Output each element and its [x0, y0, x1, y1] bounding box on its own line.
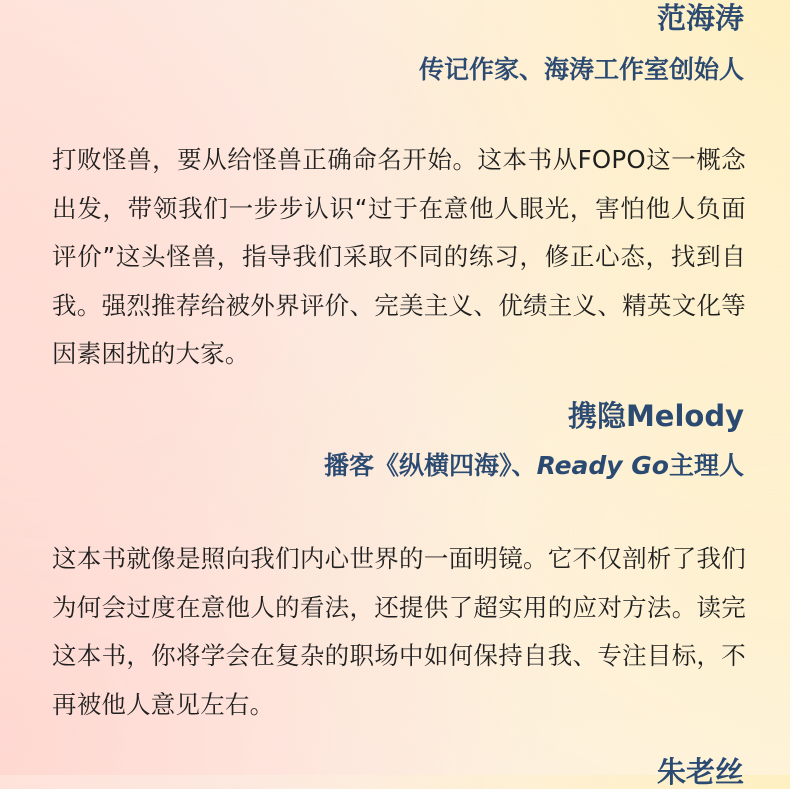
endorser-name: 朱老丝: [656, 755, 744, 789]
endorser-role: 传记作家、海涛工作室创始人: [418, 55, 744, 84]
endorser-name: 范海涛: [656, 1, 744, 35]
endorsement-text: 这本书就像是照向我们内心世界的一面明镜。它不仅剖析了我们为何会过度在意他人的看法，还提供了超实用的应对方法。读完这本书，你将学会在复杂的职场中如何保持自我、专注目标，不再被他人意见左右。: [52, 544, 746, 719]
endorser-role-podcast: Ready Go: [536, 451, 669, 480]
endorsement-text: 打败怪兽，要从给怪兽正确命名开始。这本书从FOPO这一概念出发，带领我们一步步认识“过于在意他人眼光，害怕他人负面评价”这头怪兽，指导我们采取不同的练习，修正心态，找到自我。强烈推荐给被外界评价、完美主义、优绩主义、精英文化等因素困扰的大家。: [52, 145, 746, 368]
endorser-name: 携隐Melody: [567, 399, 744, 433]
endorser-role: [324, 453, 744, 478]
endorser-role-prefix: 播客《纵横四海》、: [324, 451, 537, 480]
endorser-role-suffix: 主理人: [668, 451, 744, 480]
